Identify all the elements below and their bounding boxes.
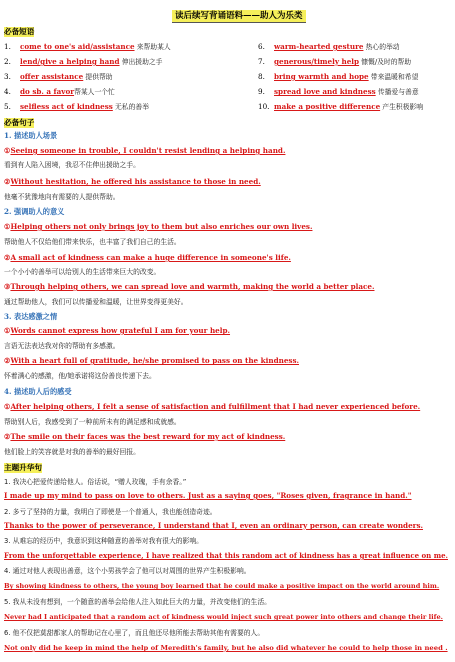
section-heading: 4. 描述助人后的感受	[4, 387, 72, 396]
page-title: 读后续写背诵语料——助人为乐类	[172, 10, 306, 23]
section-heading: 1. 描述助人场景	[4, 131, 58, 140]
phrases-heading: 必备短语	[4, 27, 35, 36]
section-heading: 2. 强调助人的意义	[4, 207, 65, 216]
phrase-item: 4. do sb. a favor帮某人一个忙	[4, 87, 115, 96]
sentence-en: ③Through helping others, we can spread love and warmth, making the world a better place.	[4, 282, 375, 291]
sentence-en: ①Helping others not only brings joy to them but also enriches our own lives.	[4, 222, 313, 231]
sentence-en: ①After helping others, I felt a sense of satisfaction and fulfillment that I had never experienced before.	[4, 402, 421, 411]
sentences-heading: 必备句子	[4, 118, 35, 127]
sentence-en: ①Seeing someone in trouble, I couldn't resist lending a helping hand.	[4, 146, 286, 155]
sentence-cn: 一个小小的善举可以给别人的生活带来巨大的改变。	[4, 268, 161, 276]
phrase-item: 2. lend/give a helping hand 伸出援助之手	[4, 57, 163, 66]
phrase-item: 9. spread love and kindness 传播爱与善意	[258, 87, 419, 96]
sentence-en: ②A small act of kindness can make a huge difference in someone's life.	[4, 253, 291, 262]
section-heading: 3. 表达感激之情	[4, 312, 58, 321]
upgrade-cn: 1. 我决心把爱传递给他人。俗话说，“赠人玫瑰，手有余香。”	[4, 478, 187, 486]
upgrade-en: I made up my mind to pass on love to others. Just as a saying goes, "Roses given, fragrance in hand."	[4, 491, 412, 500]
upgrade-en: By showing kindness to others, the young boy learned that he could make a positive impact on the world around him.	[4, 582, 440, 590]
phrase-item: 5. selfless act of kindness 无私的善举	[4, 102, 149, 111]
phrase-item: 3. offer assistance 提供帮助	[4, 72, 113, 81]
sentence-en: ②Without hesitation, he offered his assistance to those in need.	[4, 177, 261, 186]
sentence-cn: 通过帮助他人，我们可以传播爱和温暖，让世界变得更美好。	[4, 298, 188, 306]
upgrade-cn: 5. 我从未没有想到，一个随意的善举会给他人注入如此巨大的力量，并改变他们的生活。	[4, 598, 271, 606]
phrase-item: 6. warm-hearted gesture 热心的举动	[258, 42, 400, 51]
upgrade-cn: 2. 多亏了坚持的力量，我明白了即使是一个普通人，我也能创造奇迹。	[4, 508, 217, 516]
phrase-item: 1. come to one's aid/assistance 来帮助某人	[4, 42, 171, 51]
upgrade-heading: 主题升华句	[4, 463, 42, 472]
upgrade-en: From the unforgettable experience, I have realized that this random act of kindness has a great influence on me.	[4, 551, 448, 560]
sentence-cn: 他们脸上的笑容就是对我的善举的最好回报。	[4, 448, 140, 456]
upgrade-en: Never had I anticipated that a random act of kindness would inject such great power into others and change their life.	[4, 613, 443, 621]
sentence-cn: 他毫不犹豫地向有需要的人提供帮助。	[4, 193, 120, 201]
upgrade-cn: 3. 从难忘的经历中，我意识到这种随意的善举对我有很大的影响。	[4, 537, 203, 545]
sentence-cn: 言语无法表达我对你的帮助有多感激。	[4, 342, 120, 350]
phrase-item: 10. make a positive difference 产生积极影响	[258, 102, 424, 111]
phrase-item: 8. bring warmth and hope 带来温暖和希望	[258, 72, 419, 81]
sentence-cn: 帮助别人后，我感受到了一种前所未有的满足感和成就感。	[4, 418, 181, 426]
upgrade-en: Thanks to the power of perseverance, I understand that I, even an ordinary person, can create wonders.	[4, 521, 423, 530]
upgrade-cn: 6. 他不仅把莫甜都家人的帮助记在心里了，而且他还尽他所能去帮助其他有需要的人。	[4, 629, 265, 637]
sentence-en: ②With a heart full of gratitude, he/she promised to pass on the kindness.	[4, 356, 299, 365]
sentence-en: ②The smile on their faces was the best reward for my act of kindness.	[4, 432, 286, 441]
upgrade-cn: 4. 通过对他人表现出善意，这个小男孩学会了他可以对周围的世界产生积极影响。	[4, 567, 251, 575]
sentence-cn: 帮助他人不仅给他们带来快乐，也丰富了我们自己的生活。	[4, 238, 181, 246]
phrase-item: 7. generous/timely help 慷慨/及时的帮助	[258, 57, 412, 66]
sentence-cn: 怀着满心的感激，他/她承诺将这份善良传递下去。	[4, 372, 156, 380]
upgrade-en: Not only did he keep in mind the help of Meredith's family, but he also did whatever he could to help those in need .	[4, 644, 448, 652]
sentence-cn: 看到有人陷入困境，我忍不住伸出援助之手。	[4, 161, 140, 169]
sentence-en: ①Words cannot express how grateful I am for your help.	[4, 326, 231, 335]
